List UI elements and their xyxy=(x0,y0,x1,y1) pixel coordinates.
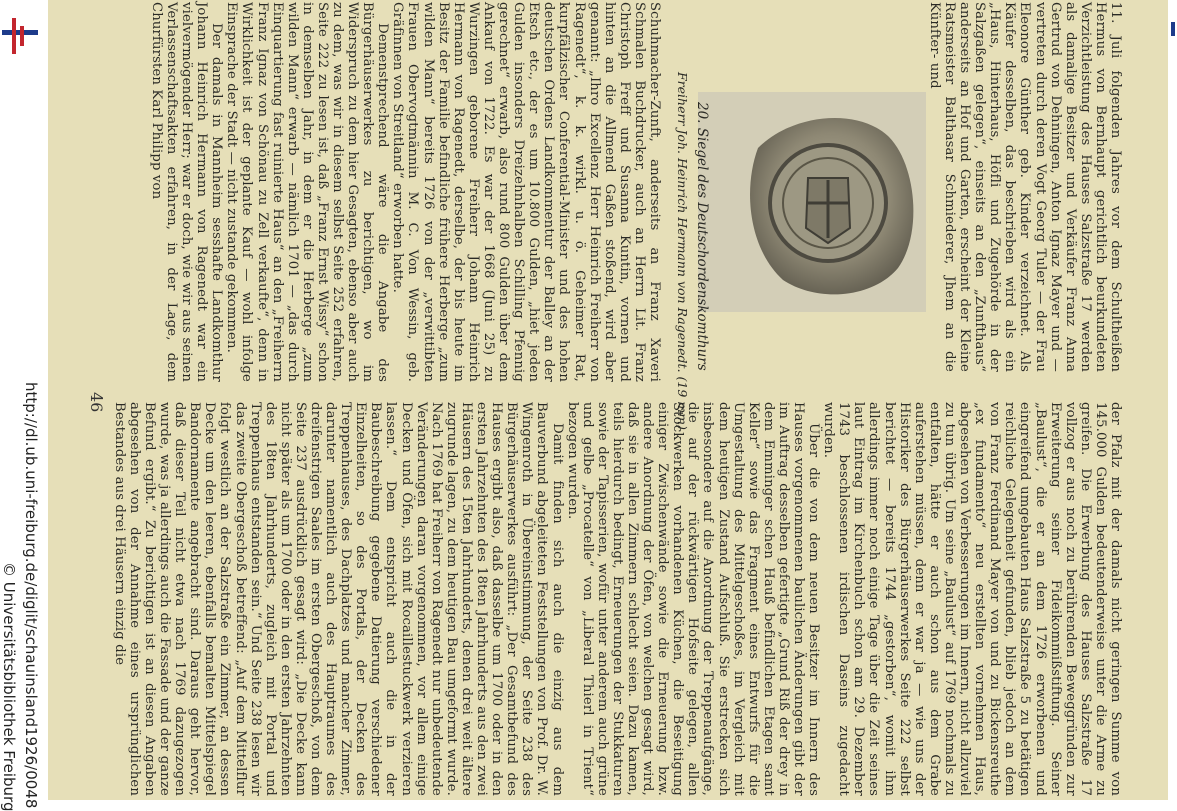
paragraph: der Pfalz mit der damals nicht geringen Summe von 145.000 Gulden bedeutenderweise unter die Arme zu greifen. Die Erwerbung des Hauses Salzstraße 17 vollzog er aus noch zu berührenden Beweggründen zur Erweiterung seiner Fideikommißstiftung. Seiner „Baulust“, die er an dem 1726 erworbenen und eingreifend umgebauten Haus Salzstraße 5 zu betätigen reichliche Gelegenheit gefunden, blieb jedoch an dem von Franz Ferdinand Mayer von und zu Bickensreuthe „ex fundamento“ neu erstellten vornehmen Haus, abgesehen von Verbesserungen im Innern, nicht allzuviel zu tun übrig. Um seine „Baulust“ auf 1769 nochmals zu entfalten, hätte er auch schon aus dem Grabe auferstehen müssen, denn er war ja — wie uns der Historiker des Bürgerhäuserwerkes Seite 222 selbst berichtet — bereits 1744 „gestorben“, womit ihm allerdings immer noch einige Tage über die Zeit seines laut Eintrag im Kirchenbuch schon am 29. Dezember 1743 beschlossenen irdischen Daseins zugedacht wurden. xyxy=(821,402,1123,796)
paragraph: Über die von dem neuen Besitzer im Innern des Hauses vorgenommenen baulichen Änderungen gibt der im Auftrag desselben gefertigte „Grund Riß der drey in dem Emminger schen Hauß befindlichen Etagen samt Keller“ sowie das Fragment eines Entwurfs für die Umgestaltung des Mittelgeschoßes, im Vergleich mit dem heutigen Zustand Aufschluß. Sie erstrecken sich insbesondere auf die Anordnung der Treppenaufgänge, die auf der rückwärtigen Hofseite gelegen, allen Stockwerken vorhandenen Küchen, die Beseitigung einiger Zwischenwände sowie die Erneuerung bzw. andere Anordnung der Öfen, von welchen gesagt wird, daß sie in allen Zimmern schlecht seien. Dazu kamen, teils hierdurch bedingt, Erneuerungen der Stukkaturen sowie der Tapisserien, wofür unter anderem auch grüne und gelbe „Procatelle“ von „Liberal Thierl in Trient“ bezogen wurden. xyxy=(564,402,822,796)
source-url[interactable]: http://dl.ub.uni-freiburg.de/diglit/schauinsland1926/0048 xyxy=(22,382,40,809)
page-number: 46 xyxy=(87,392,106,413)
marker-icon xyxy=(1171,22,1175,36)
copyright-notice: © Universitätsbibliothek Freiburg xyxy=(0,562,18,811)
text-column-right-top xyxy=(927,2,1123,372)
figure-caption-subtitle: Freiherr Joh. Heinrich Hermann von Ragenedt. (19 mm) xyxy=(675,72,690,430)
library-logo-icon xyxy=(2,18,38,54)
paragraph: Demenstprechend wäre die Angabe des Bürgerhäuserwerkes zu berichtigen, wo im Widerspruch zu dem hier Gesagten, ebenso aber auch zu dem, was wir in diesem selbst Seite 252 erfahren, Seite 222 zu lesen ist, daß „Franz Ernst Wissy“ schon in demselben Jahr, in dem er die Herberge „zum wilden Mann“ erwarb — nämlich 1701 — „das durch Einquartierung fast ruinierte Haus“ an den „Freiherrn Franz Ignaz von Schönau zu Zell verkaufte“, denn in Wirklichkeit ist der geplante Kauf — wohl infolge Einsprache der Stadt — nicht zustande gekommen. xyxy=(224,2,391,382)
figure-caption-title: 20. Siegel des Deutschordenskomthurs xyxy=(694,102,710,371)
paragraph: 11. Juli folgenden Jahres vor dem Schultheißen Hermus von Bernhaupt gerichtlich beurkundeten Verzichtleistung des Hauses Salzstraße 17 werden als damalige Besitzer und Verkäufer Franz Anna Gertrud von Dehningen, Anton Ignaz Mayer und — vertreten durch deren Vogt Georg Tuler — der Frau Eleonore Günther geb. Kinder verzeichnet. Als Käufer desselben, das beschrieben wird als ein „Haus, Hinterhaus, Höfli und Zugehörde in der Salzgaßen gelegen“, einseits an den „Zunfthaus“ anderseits an Hof und Garten, erscheint der Kleine Ratsmeister Balthasar Schmiederer, Jhem an die Künfter- und xyxy=(926,2,1123,372)
viewer-sidebar xyxy=(0,0,48,811)
paragraph: Schuhmacher-Zunft, anderseits an Franz Xaveri Schmalen Buchdrucker, auch an Herrn Lit. Franz Christoph Freff und Susanna Kuntin, vornen und hinten an die Allmend Gaßen stoßend, wird aber genannt: „Ihro Excellenz Herr Heinrich Freiherr von Ragenedt“, k. k. wirkl. u. ö. Geheimer Rat, kurpfälzischer Conferential-Minister und des hohen deutschen Ordens Landkommentur der Balley an der Etsch etc., der es um 10.800 Gulden, „hiet jeden Gulden insonders Dreizehnhalben Schilling Pfennig gerechnet“ erwarb, also rund 800 Gulden über dem Ankauf von 1722. Es war der 1668 (Juni 25) zu Wurzingen geborene Freiherr Johann Heinrich Hermann von Ragenedt, derselbe, der bis heute im Besitz der Familie befindliche frühere Herberge „zum wilden Mann“ bereits 1726 von der „verwittibten Frauen Obervogtmännin M. C. Von Wessin, geb. Gräfinnen von Streitland“ erworben hatte. xyxy=(390,2,662,382)
viewer-right-edge xyxy=(1168,0,1177,800)
paragraph: Der damals in Mannheim sesshafte Landkomthur Johann Heinrich Hermann von Ragenedt war ein vielvermögender Herr; war er doch, wie wir aus seinen Verlassenschaftsakten erfahren, in der Lage, dem Churfürsten Karl Philipp von xyxy=(148,2,225,382)
text-column-left xyxy=(149,2,662,382)
text-column-right-bottom xyxy=(112,402,1123,796)
document-page xyxy=(48,0,1168,800)
paragraph: Damit finden sich auch die einzig aus dem Bauverbund abgeleiteten Feststellungen von Prof. Dr. W. Wingenroth in Übereinstimmung, der Seite 238 des Bürgerhäuserwerkes ausführt: „Der Gesamtbefund des Hauses ergibt also, daß dasselbe um 1700 oder in den ersten Jahrzehnten des 18ten Jahrhunderts aus den zwei Häusern des 15ten Jahrhunderts, denen drei weit ältere zugrunde lagen, zu dem heutigen Bau umgeformt wurde. Nach 1769 hat Freiherr von Ragenedt nur unbedeutende Veränderungen daran vorgenommen, vor allem einige Decken und Öfen, sich mit Rocaillestuckwerk verzieren lassen.“ Dem entspricht auch die in der Baubeschreibung gegebene Datierung verschiedener Einzelheiten, so des Portals, der Decken des Treppenhauses, des Dachplatzes und mancher Zimmer, darunter namentlich auch des Hauptraumes des dreifenstrigen Saales im ersten Obergeschoß, von dem Seite 237 ausdrücklich gesagt wird: „Die Decke kann nicht später als um 1700 oder in den ersten Jahrzehnten des 18ten Jahrhunderts, zugleich mit Portal und Treppenhaus entstanden sein.“ Und Seite 238 lesen wir das zweite Obergeschoß betreffend: „Auf dem Mittelflur folgt westlich an der Salzstraße ein Zimmer, an dessen Decke um den leeren, ebenfalls bemalten Mittelspiegel Bandornamente angebracht sind. Daraus geht hervor, daß dieser Teil nicht etwa nach 1769 dazugezogen wurde, was ja allerdings auch die Fassade und der ganze Befund ergibt.“ Zu berichtigen ist an diesen Angaben abgesehen von der Annahme eines ursprünglichen Bestandes aus drei Häusern einzig die xyxy=(111,402,565,796)
wax-seal-icon xyxy=(738,108,916,298)
